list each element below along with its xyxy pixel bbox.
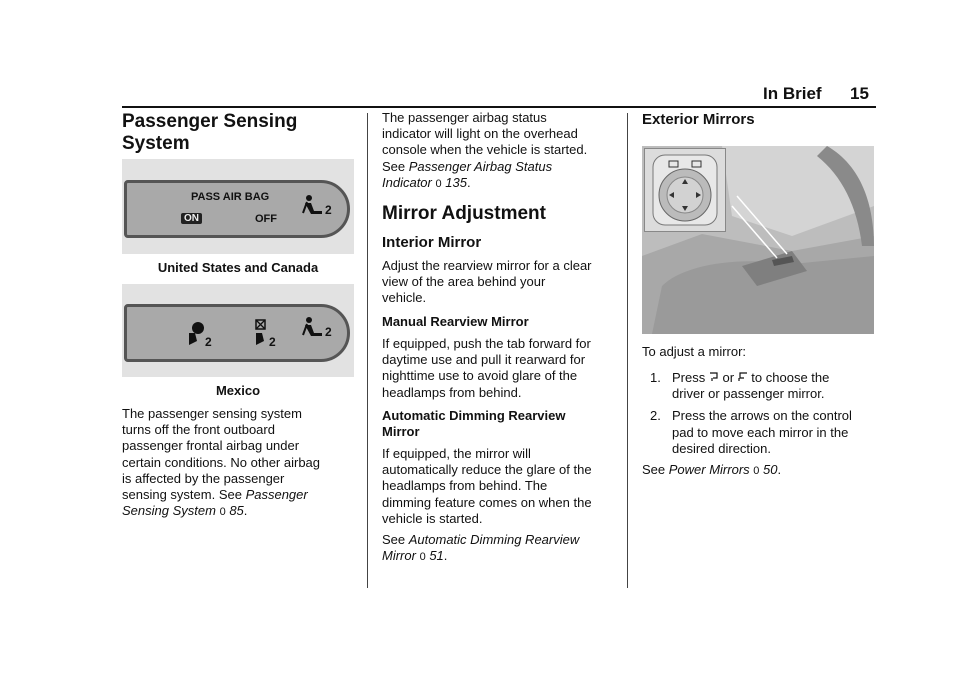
- page-ref-symbol: 0: [219, 506, 226, 519]
- left-mirror-select-icon: [709, 370, 719, 385]
- column-divider-1: [367, 113, 368, 588]
- page-ref-symbol: 0: [753, 465, 760, 477]
- xref-passenger-sensing[interactable]: Passenger: [245, 487, 308, 503]
- indicator-display-mexico: 2 2 2: [124, 304, 350, 362]
- exterior-mirror-control-photo: [642, 146, 874, 334]
- manual-rearview-heading: Manual Rearview Mirror: [382, 314, 529, 329]
- page-number: 15: [850, 84, 869, 103]
- figure-mexico: [122, 284, 354, 377]
- page-ref-symbol: 0: [419, 551, 426, 564]
- indicator-display: PASS AIR BAG ON OFF 2: [124, 180, 350, 238]
- passenger-sensing-paragraph: The passenger sensing system turns off the front outboard passenger frontal airbag under certain conditions. No other airbag is affected by the passenger sensing system. See Passenger Sensing System 0 85.: [122, 406, 321, 519]
- on-indicator: ON: [181, 213, 202, 224]
- step-1: 1. Press or to choose the driver or passenger mirror.: [650, 370, 830, 402]
- step-2: 2. Press the arrows on the control pad to move each mirror in the desired direction.: [650, 408, 852, 456]
- interior-mirror-paragraph: Adjust the rearview mirror for a clear view of the area behind your vehicle.: [382, 258, 592, 306]
- exterior-mirror-intro: To adjust a mirror:: [642, 344, 747, 359]
- right-mirror-select-icon: [738, 370, 748, 385]
- auto-dimming-see-also: See Automatic Dimming Rearview Mirror 0 51.: [382, 532, 580, 564]
- xref-airbag-status[interactable]: Passenger Airbag Status: [408, 158, 553, 174]
- xref-auto-dimming[interactable]: Automatic Dimming Rearview: [408, 532, 580, 547]
- figure-caption-us-canada: United States and Canada: [157, 260, 319, 275]
- running-header-title: In Brief: [763, 84, 822, 103]
- exterior-mirror-steps: [642, 370, 882, 457]
- page-ref-symbol: 0: [435, 177, 442, 190]
- subheading-interior-mirror: Interior Mirror: [382, 234, 482, 251]
- section-heading-passenger-sensing: Passenger Sensing System: [122, 111, 298, 154]
- column-divider-2: [627, 113, 628, 588]
- xref-power-mirrors[interactable]: Power Mirrors: [668, 462, 750, 477]
- auto-dimming-paragraph: If equipped, the mirror will automatically reduce the glare of the headlamps from behind. The dimming feature comes on when the vehicle is started.: [382, 446, 592, 526]
- section-heading-mirror-adjustment: Mirror Adjustment: [382, 203, 546, 224]
- mirror-control-inset: [644, 148, 726, 232]
- exterior-mirror-see-also: See Power Mirrors 0 50.: [642, 462, 782, 477]
- airbag-status-paragraph: The passenger airbag status indicator will light on the overhead console when the vehicle is started. See Passenger Airbag Status Indicator 0 135.: [382, 110, 588, 190]
- figure-caption-mexico: Mexico: [215, 383, 261, 398]
- pass-air-bag-label: PASS AIR BAG: [191, 191, 270, 203]
- manual-rearview-paragraph: If equipped, push the tab forward for daytime use and pull it rearward for nighttime use to avoid glare of the headlamps from behind.: [382, 336, 591, 400]
- section-heading-exterior-mirrors: Exterior Mirrors: [642, 111, 755, 128]
- header-rule: [122, 106, 876, 108]
- auto-dimming-heading: Automatic Dimming Rearview Mirror: [382, 408, 566, 440]
- figure-us-canada: [122, 159, 354, 254]
- off-indicator: OFF: [255, 213, 277, 225]
